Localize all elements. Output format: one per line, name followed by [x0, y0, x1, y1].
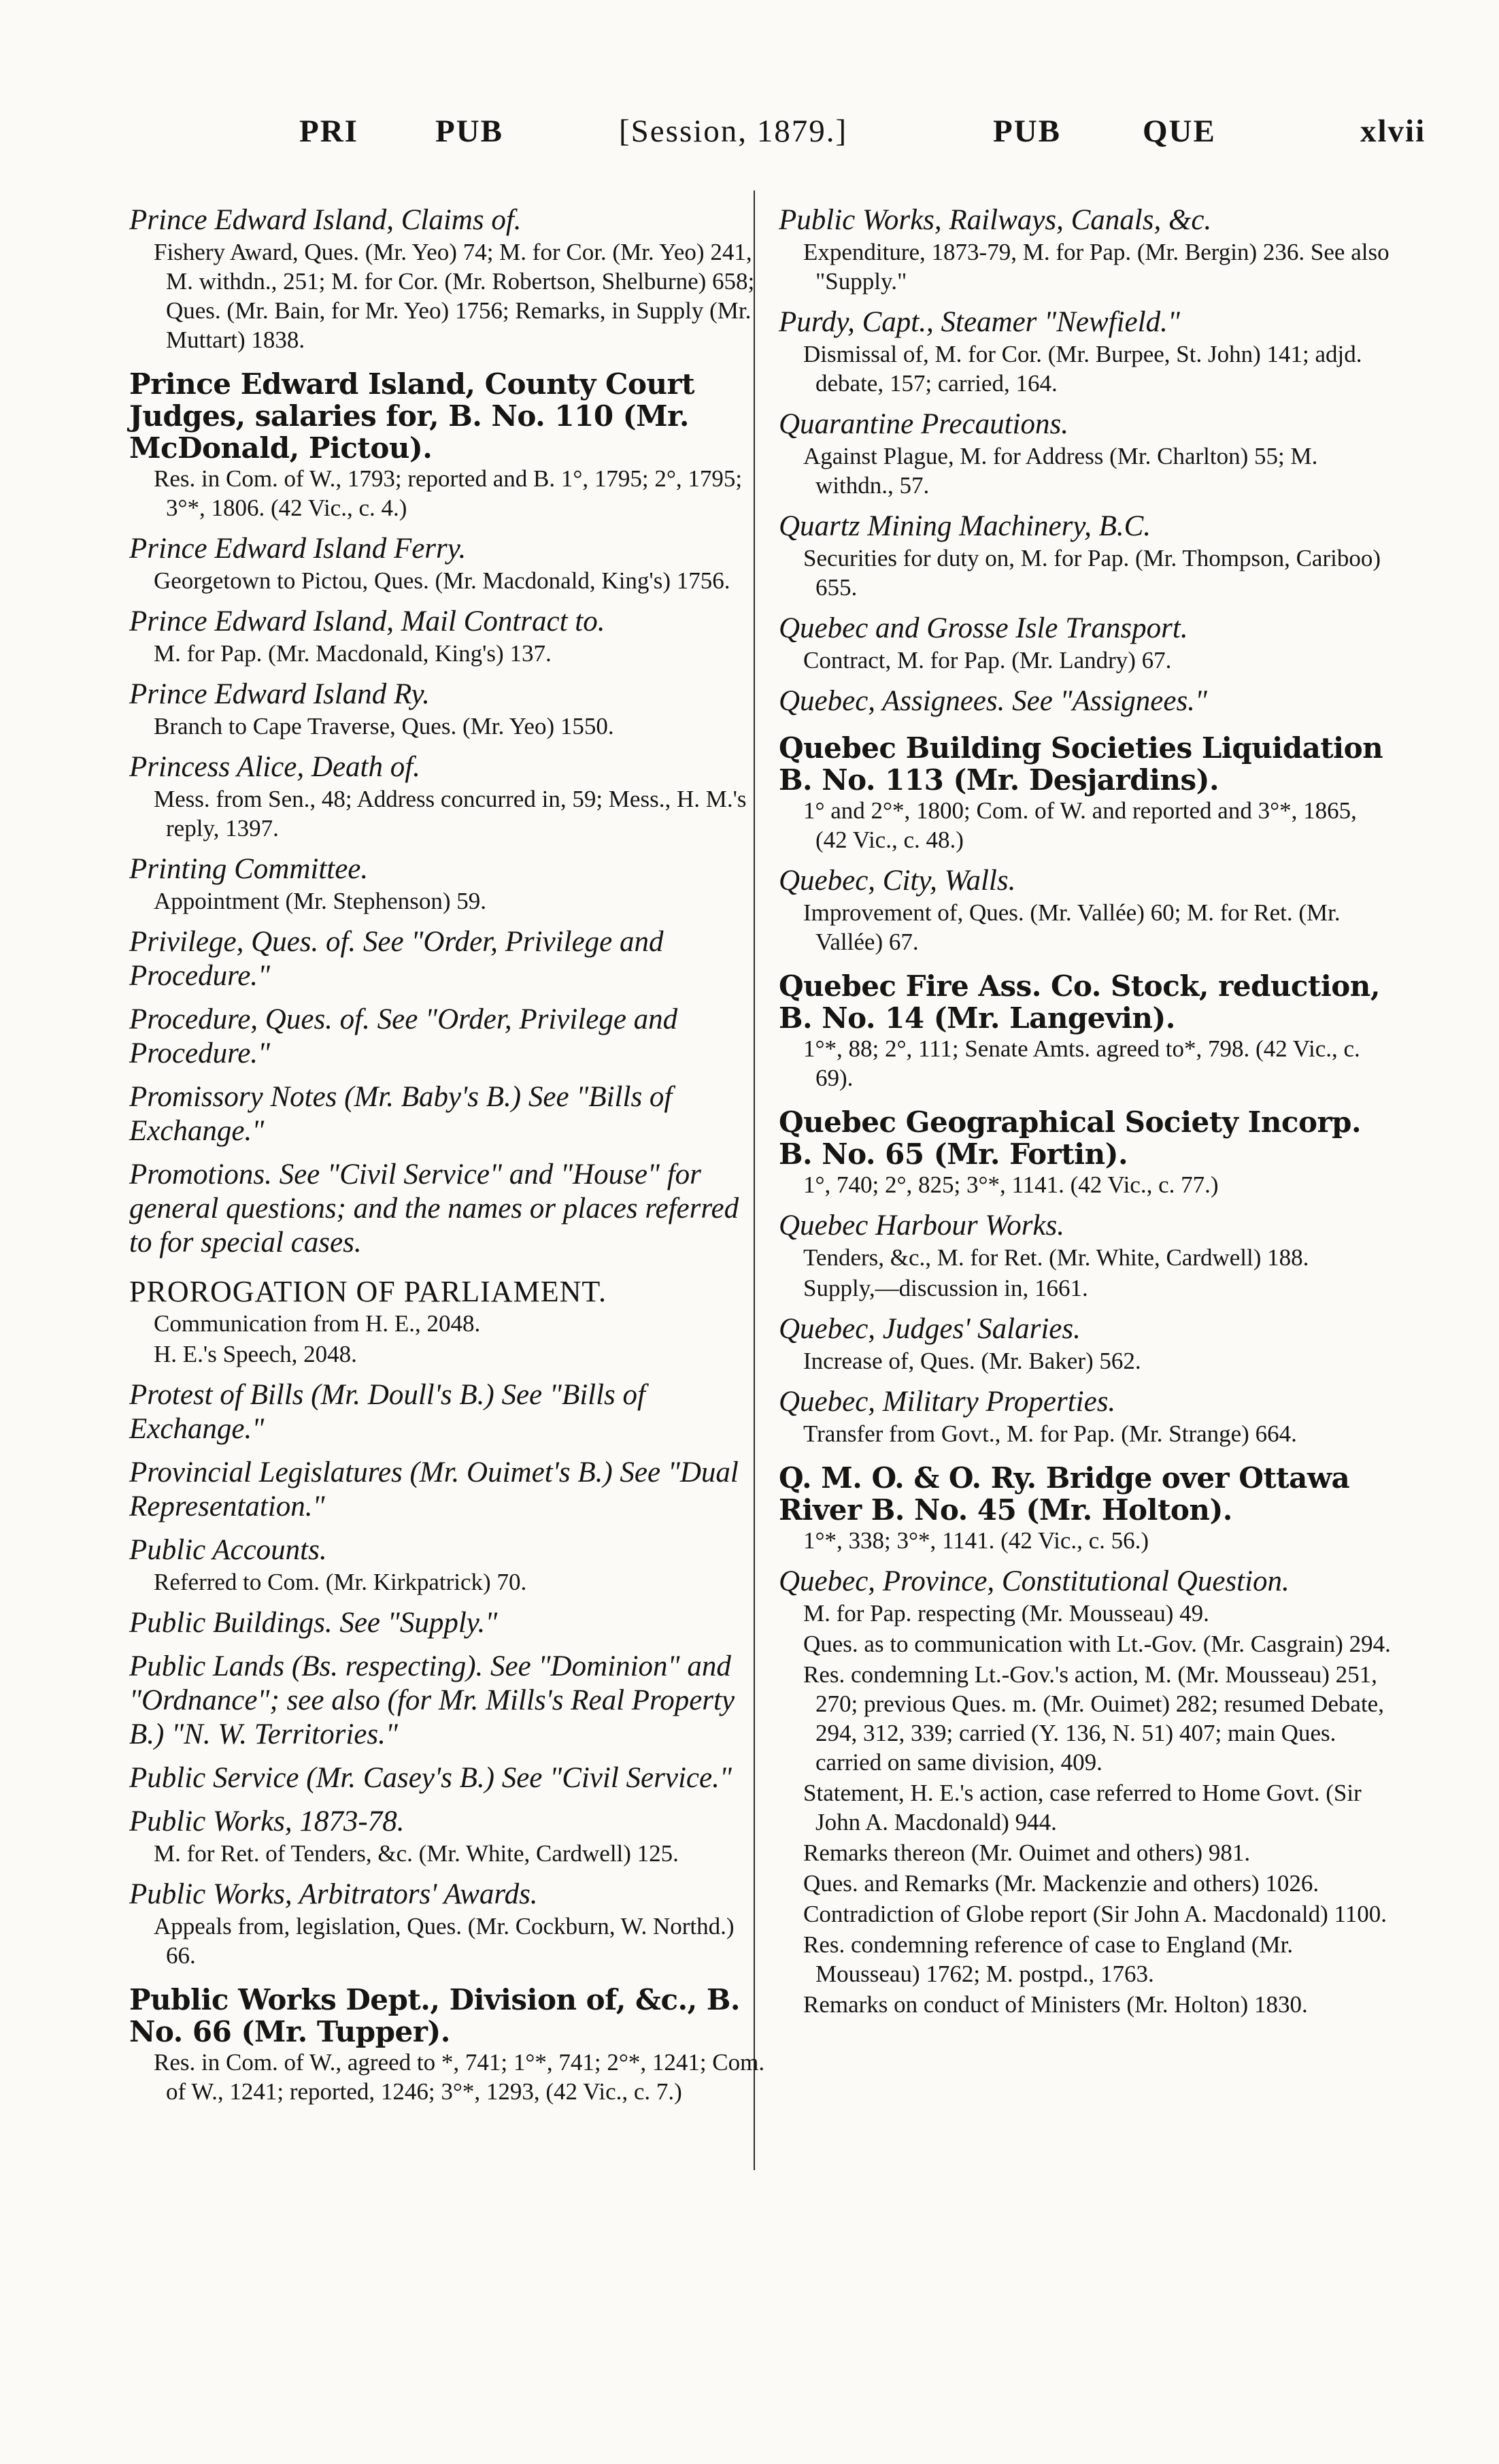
index-entry — [779, 305, 1391, 398]
entry-subline: Branch to Cape Traverse, Ques. (Mr. Yeo) 1550. — [154, 713, 614, 739]
entry-heading: Public Works Dept., Division of, &c., B. No. 66 (Mr. Tupper). — [129, 1983, 741, 2048]
index-entry — [779, 407, 1391, 500]
entry-heading: Provincial Legislatures (Mr. Ouimet's B.) See "Dual Representation." — [129, 1456, 739, 1522]
entry-subline: Res. condemning Lt.-Gov.'s action, M. (Mr. Mousseau) 251, 270; previous Ques. m. (Mr. Ouimet) 282; resumed Debate, 294, 312, 339; carried (Y. 136, N. 51) 407; main Ques. carried on same division, 409. — [803, 1661, 1384, 1776]
entry-heading: Purdy, Capt., Steamer "Newfield." — [779, 306, 1180, 338]
index-entry — [129, 750, 769, 843]
entry-heading: Prince Edward Island Ry. — [129, 678, 430, 710]
entry-subline: M. for Pap. respecting (Mr. Mousseau) 49. — [803, 1600, 1209, 1627]
entry-heading: Princess Alice, Death of. — [129, 751, 420, 783]
entry-subline: Contradiction of Globe report (Sir John A. Macdonald) 1100. — [803, 1901, 1387, 1927]
index-entry — [129, 678, 769, 741]
index-entry — [779, 864, 1391, 956]
entry-heading: Public Works, Arbitrators' Awards. — [129, 1878, 538, 1910]
index-entry — [779, 1462, 1391, 1555]
entry-subline: Mess. from Sen., 48; Address concurred in, 59; Mess., H. M.'s reply, 1397. — [154, 786, 747, 842]
entry-subline: Ques. and Remarks (Mr. Mackenzie and others) 1026. — [803, 1870, 1319, 1897]
entry-subline: Securities for duty on, M. for Pap. (Mr. Thompson, Cariboo) 655. — [803, 545, 1381, 601]
entry-heading: Quebec Building Societies Liquidation B. No. 113 (Mr. Desjardins). — [779, 731, 1383, 797]
index-entry — [779, 1209, 1391, 1303]
entry-heading: Quebec, Military Properties. — [779, 1386, 1116, 1418]
entry-subline: Statement, H. E.'s action, case referred to Home Govt. (Sir John A. Macdonald) 944. — [803, 1780, 1362, 1835]
index-entry — [779, 1385, 1391, 1448]
index-entry — [129, 852, 769, 916]
page-number: xlvii — [1360, 114, 1426, 149]
entry-subline: Ques. as to communication with Lt.-Gov. (Mr. Casgrain) 294. — [803, 1631, 1391, 1657]
index-entry — [779, 510, 1391, 602]
entry-heading: Quebec Harbour Works. — [779, 1210, 1065, 1242]
entry-subline: Res. in Com. of W., 1793; reported and B. 1°, 1795; 2°, 1795; 3°*, 1806. (42 Vic., c. 4.) — [154, 465, 743, 521]
left-column — [129, 194, 769, 2114]
entry-heading: Quebec, Assignees. See "Assignees." — [779, 685, 1207, 717]
entry-heading: PROROGATION OF PARLIAMENT. — [129, 1275, 607, 1308]
index-entry — [129, 1606, 769, 1640]
header-session: [Session, 1879.] — [619, 114, 848, 149]
entry-heading: Quebec Geographical Society Incorp. B. No. 65 (Mr. Fortin). — [779, 1105, 1362, 1171]
running-head — [299, 113, 1426, 161]
header-right-1: PUB — [993, 114, 1061, 149]
entry-heading: Procedure, Ques. of. See "Order, Privilege and Procedure." — [129, 1003, 678, 1069]
entry-heading: Prince Edward Island, County Court Judges, salaries for, B. No. 110 (Mr. McDonald, Pictou). — [129, 367, 695, 465]
index-entry — [779, 203, 1391, 296]
entry-heading: Prince Edward Island, Claims of. — [129, 204, 522, 236]
entry-heading: Quebec and Grosse Isle Transport. — [779, 612, 1188, 644]
header-right-2: QUE — [1143, 114, 1216, 149]
index-entry — [129, 1805, 769, 1868]
right-column — [779, 194, 1391, 2027]
entry-heading: Printing Committee. — [129, 853, 369, 885]
entry-heading: Protest of Bills (Mr. Doull's B.) See "Bills of Exchange." — [129, 1379, 645, 1445]
index-entry — [129, 1878, 769, 1970]
entry-heading: Quartz Mining Machinery, B.C. — [779, 510, 1151, 542]
entry-subline: Supply,—discussion in, 1661. — [803, 1275, 1088, 1301]
entry-heading: Public Service (Mr. Casey's B.) See "Civil Service." — [129, 1762, 732, 1794]
entry-subline: Appointment (Mr. Stephenson) 59. — [154, 888, 486, 914]
entry-heading: Prince Edward Island, Mail Contract to. — [129, 605, 605, 637]
index-entry — [129, 532, 769, 595]
entry-subline: Against Plague, M. for Address (Mr. Charlton) 55; M. withdn., 57. — [803, 443, 1318, 499]
index-entry — [779, 970, 1391, 1093]
index-entry — [779, 684, 1391, 718]
entry-subline: 1°, 740; 2°, 825; 3°*, 1141. (42 Vic., c. 77.) — [803, 1171, 1219, 1198]
index-entry — [129, 1158, 769, 1260]
index-entry — [129, 1761, 769, 1795]
index-entry — [129, 1984, 769, 2106]
entry-subline: Referred to Com. (Mr. Kirkpatrick) 70. — [154, 1569, 527, 1595]
entry-heading: Quebec, Judges' Salaries. — [779, 1313, 1081, 1345]
index-entry — [129, 1003, 769, 1071]
index-entry — [779, 1565, 1391, 2019]
entry-heading: Quebec, City, Walls. — [779, 865, 1016, 897]
entry-heading: Quebec Fire Ass. Co. Stock, reduction, B. No. 14 (Mr. Langevin). — [779, 969, 1380, 1035]
entry-heading: Q. M. O. & O. Ry. Bridge over Ottawa River B. No. 45 (Mr. Holton). — [779, 1461, 1350, 1527]
entry-subline: Dismissal of, M. for Cor. (Mr. Burpee, St. John) 141; adjd. debate, 157; carried, 164. — [803, 341, 1362, 397]
index-entry — [779, 732, 1391, 854]
index-entry — [129, 368, 769, 522]
entry-subline: Expenditure, 1873-79, M. for Pap. (Mr. Bergin) 236. See also "Supply." — [803, 239, 1389, 295]
header-left-1: PRI — [299, 114, 358, 149]
entry-subline: H. E.'s Speech, 2048. — [154, 1341, 357, 1367]
entry-subline: Transfer from Govt., M. for Pap. (Mr. Strange) 664. — [803, 1420, 1297, 1447]
entry-subline: Georgetown to Pictou, Ques. (Mr. Macdonald, King's) 1756. — [154, 567, 730, 594]
index-entry — [129, 925, 769, 993]
entry-subline: Communication from H. E., 2048. — [154, 1310, 481, 1337]
entry-heading: Public Works, Railways, Canals, &c. — [779, 204, 1212, 236]
entry-heading: Privilege, Ques. of. See "Order, Privilege and Procedure." — [129, 926, 664, 992]
index-entry — [129, 1378, 769, 1446]
index-entry — [129, 1456, 769, 1524]
index-entry — [129, 1650, 769, 1752]
entry-heading: Promissory Notes (Mr. Baby's B.) See "Bills of Exchange." — [129, 1081, 673, 1147]
entry-heading: Public Buildings. See "Supply." — [129, 1607, 498, 1639]
entry-subline: Res. in Com. of W., agreed to *, 741; 1°*, 741; 2°*, 1241; Com. of W., 1241; reported, 1246; 3°*, 1293, (42 Vic., c. 7.) — [154, 2049, 765, 2105]
entry-subline: Remarks on conduct of Ministers (Mr. Holton) 1830. — [803, 1991, 1308, 2018]
index-entry — [129, 1533, 769, 1597]
header-left-2: PUB — [435, 114, 503, 149]
index-entry — [779, 612, 1391, 675]
entry-subline: 1°*, 88; 2°, 111; Senate Amts. agreed to*, 798. (42 Vic., c. 69). — [803, 1035, 1360, 1091]
index-entry — [779, 1106, 1391, 1199]
index-entry — [129, 1080, 769, 1148]
index-entry — [129, 605, 769, 668]
entry-subline: Res. condemning reference of case to England (Mr. Mousseau) 1762; M. postpd., 1763. — [803, 1931, 1294, 1987]
entry-subline: Contract, M. for Pap. (Mr. Landry) 67. — [803, 647, 1172, 673]
entry-heading: Quebec, Province, Constitutional Question. — [779, 1565, 1290, 1597]
entry-subline: M. for Pap. (Mr. Macdonald, King's) 137. — [154, 640, 552, 667]
entry-subline: 1° and 2°*, 1800; Com. of W. and reported and 3°*, 1865, (42 Vic., c. 48.) — [803, 797, 1357, 853]
entry-subline: Improvement of, Ques. (Mr. Vallée) 60; M. for Ret. (Mr. Vallée) 67. — [803, 899, 1341, 955]
entry-heading: Public Works, 1873-78. — [129, 1805, 405, 1837]
entry-heading: Prince Edward Island Ferry. — [129, 533, 467, 565]
entry-subline: Remarks thereon (Mr. Ouimet and others) 981. — [803, 1839, 1251, 1866]
entry-heading: Public Accounts. — [129, 1534, 327, 1566]
index-entry — [129, 203, 769, 354]
entry-heading: Promotions. See "Civil Service" and "House" for general questions; and the names or places referred to for special cases. — [129, 1159, 739, 1259]
entry-subline: Tenders, &c., M. for Ret. (Mr. White, Cardwell) 188. — [803, 1244, 1309, 1271]
entry-subline: 1°*, 338; 3°*, 1141. (42 Vic., c. 56.) — [803, 1527, 1149, 1554]
index-entry — [129, 1275, 769, 1369]
entry-subline: Increase of, Ques. (Mr. Baker) 562. — [803, 1348, 1141, 1374]
entry-heading: Public Lands (Bs. respecting). See "Dominion" and "Ordnance"; see also (for Mr. Mills's Real Property B.) "N. W. Territories." — [129, 1650, 735, 1750]
index-entry — [779, 1312, 1391, 1376]
entry-heading: Quarantine Precautions. — [779, 408, 1068, 440]
entry-subline: Fishery Award, Ques. (Mr. Yeo) 74; M. for Cor. (Mr. Yeo) 241, M. withdn., 251; M. for Cor. (Mr. Robertson, Shelburne) 658; Ques. (Mr. Bain, for Mr. Yeo) 1756; Remarks, in Supply (Mr. Muttart) 1838. — [154, 239, 755, 353]
entry-subline: M. for Ret. of Tenders, &c. (Mr. White, Cardwell) 125. — [154, 1840, 679, 1867]
entry-subline: Appeals from, legislation, Ques. (Mr. Cockburn, W. Northd.) 66. — [154, 1913, 735, 1969]
